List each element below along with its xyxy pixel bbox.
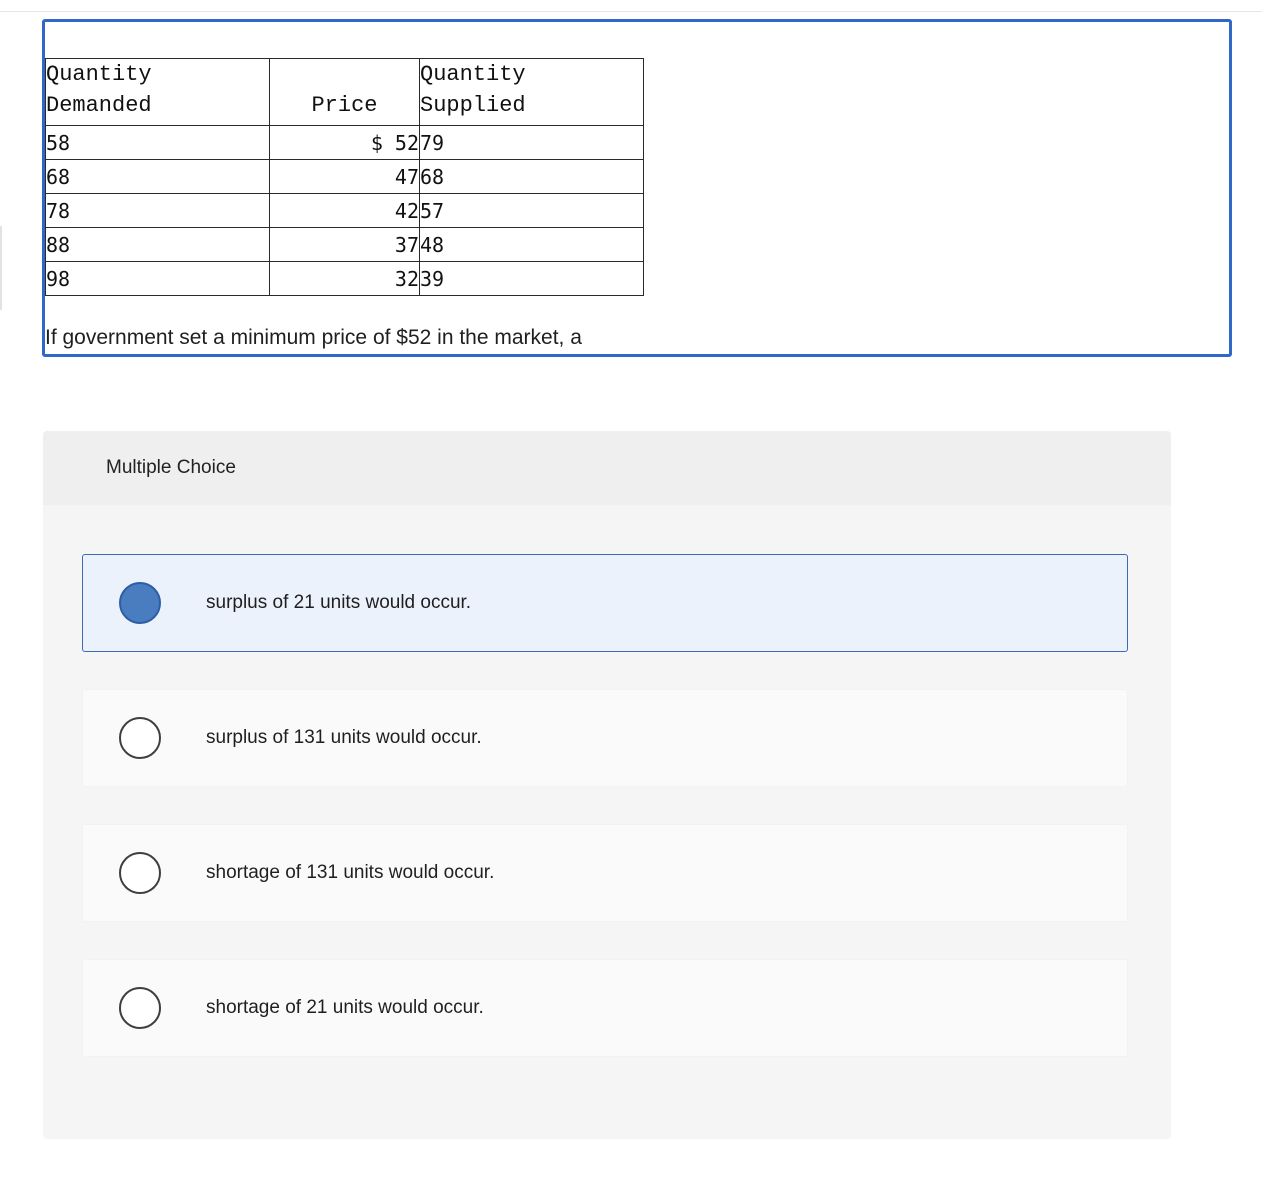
choice-option-text: surplus of 131 units would occur. (206, 727, 482, 748)
cell-price: 47 (270, 160, 420, 194)
cell-quantity-supplied: 79 (420, 126, 644, 160)
top-divider (0, 11, 1262, 12)
cell-quantity-demanded: 58 (46, 126, 270, 160)
header-qs-line1: Quantity (420, 62, 526, 87)
choice-option-c[interactable] (82, 824, 1128, 922)
left-edge-marker (0, 226, 2, 310)
header-price-label: Price (311, 93, 378, 118)
cell-quantity-demanded: 98 (46, 262, 270, 296)
cell-quantity-supplied: 68 (420, 160, 644, 194)
radio-unselected-icon[interactable] (119, 717, 161, 759)
cell-quantity-demanded: 68 (46, 160, 270, 194)
radio-unselected-icon[interactable] (119, 852, 161, 894)
table-row (46, 126, 644, 160)
choice-header (43, 431, 1171, 505)
cell-quantity-demanded: 88 (46, 228, 270, 262)
radio-selected-icon[interactable] (119, 582, 161, 624)
table-row (46, 262, 644, 296)
choice-option-text: surplus of 21 units would occur. (206, 592, 472, 613)
cell-price: 42 (270, 194, 420, 228)
multiple-choice-panel (43, 431, 1171, 1139)
choice-option-text: shortage of 131 units would occur. (206, 862, 495, 883)
choice-header-label: Multiple Choice (106, 457, 236, 478)
supply-demand-table (45, 58, 644, 296)
table-row (46, 228, 644, 262)
table-row (46, 160, 644, 194)
question-box (42, 19, 1232, 357)
header-qs-line2: Supplied (420, 93, 526, 118)
cell-price: 37 (270, 228, 420, 262)
cell-quantity-supplied: 39 (420, 262, 644, 296)
header-quantity-demanded (46, 59, 270, 126)
question-prompt: If government set a minimum price of $52 in the market, a (45, 326, 582, 349)
header-qd-line1: Quantity (46, 62, 152, 87)
choice-option-b[interactable] (82, 689, 1128, 787)
cell-quantity-supplied: 57 (420, 194, 644, 228)
cell-price: 32 (270, 262, 420, 296)
choice-option-d[interactable] (82, 959, 1128, 1057)
cell-quantity-supplied: 48 (420, 228, 644, 262)
radio-unselected-icon[interactable] (119, 987, 161, 1029)
table-row (46, 194, 644, 228)
cell-price: $ 52 (270, 126, 420, 160)
choice-option-text: shortage of 21 units would occur. (206, 997, 484, 1018)
header-qd-line2: Demanded (46, 93, 152, 118)
header-quantity-supplied (420, 59, 644, 126)
cell-quantity-demanded: 78 (46, 194, 270, 228)
choice-option-a[interactable] (82, 554, 1128, 652)
table-header-row (46, 59, 644, 126)
header-price (270, 59, 420, 126)
